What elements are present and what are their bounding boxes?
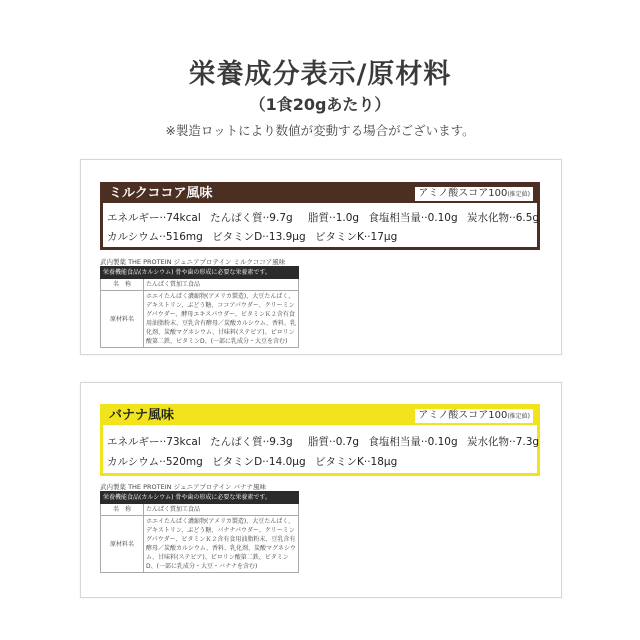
product-name-line: 武内製薬 THE PROTEIN ジュニアプロテイン ミルクココア風味: [100, 258, 286, 266]
salt-value: 0.10g: [427, 436, 458, 448]
function-label: 栄養機能食品(カルシウム) 骨や歯の形成に必要な栄養素です。: [101, 267, 299, 279]
nutrition-row-1: エネルギー··73kcal たんぱく質··9.3g 脂質··0.7g 食塩相当量··0.10g 炭水化物··7.3g: [107, 436, 540, 448]
name-label: 名 称: [101, 504, 144, 516]
energy-label: エネルギー: [107, 212, 160, 224]
banana-card: [80, 382, 562, 598]
fat-label: 脂質: [308, 212, 330, 224]
calcium-value: 516mg: [165, 231, 203, 243]
vitamin-k-value: 18μg: [370, 456, 398, 468]
nutrition-panel: [100, 404, 540, 476]
fat-value: 1.0g: [335, 212, 360, 224]
amino-score-label: アミノ酸スコア100: [418, 188, 508, 199]
nutrition-row-2: カルシウム··520mg ビタミンD··14.0μg ビタミンK··18μg: [107, 456, 398, 468]
carb-value: 7.3g: [515, 436, 540, 448]
nutrition-row-1: エネルギー··74kcal たんぱく質··9.7g 脂質··1.0g 食塩相当量··0.10g 炭水化物··6.5g: [107, 212, 540, 224]
ingredients-value: ホエイたんぱく濃縮物(アメリカ製造)、大豆たんぱく、デキストリン、ぶどう糖、バナナパウダー、クリーミングパウダー、ビタミンＫ２含有食用油脂粉末、豆乳含有酵母／炭酸カルシウム、香料、乳化剤、炭酸マグネシウム、甘味料(ステビア)、ピロリン酸第二鉄、ビタミンD、(一部に乳成分・大豆・バナナを含む): [144, 516, 299, 573]
protein-value: 9.7g: [269, 212, 293, 224]
nutrition-panel: [100, 182, 540, 250]
protein-label: たんぱく質: [210, 212, 263, 224]
calcium-label: カルシウム: [107, 231, 160, 243]
vitamin-k-label: ビタミンK: [314, 456, 364, 468]
energy-label: エネルギー: [107, 436, 160, 448]
carb-value: 6.5g: [515, 212, 540, 224]
name-value: たんぱく質加工食品: [144, 279, 299, 291]
ingredients-table: [100, 266, 299, 348]
page-title: 栄養成分表示/原材料: [188, 59, 452, 90]
amino-score-note: (推定値): [507, 191, 530, 198]
calcium-value: 520mg: [165, 456, 203, 468]
product-name-line: 武内製薬 THE PROTEIN ジュニアプロテイン バナナ風味: [100, 483, 267, 491]
energy-value: 73kcal: [166, 436, 201, 448]
milk-cocoa-card: [80, 159, 562, 355]
vitamin-d-label: ビタミンD: [212, 231, 263, 243]
vitamin-d-label: ビタミンD: [212, 456, 263, 468]
flavor-name: ミルクココア風味: [109, 186, 213, 201]
fat-label: 脂質: [308, 436, 330, 448]
fat-value: 0.7g: [335, 436, 360, 448]
nutrition-row-2: カルシウム··516mg ビタミンD··13.9μg ビタミンK··17μg: [107, 231, 398, 243]
protein-value: 9.3g: [269, 436, 293, 448]
serving-subtitle: （1食20gあたり）: [249, 95, 391, 114]
carb-label: 炭水化物: [467, 212, 509, 224]
ingredients-label: 原材料名: [101, 291, 144, 348]
amino-score-badge: [415, 187, 533, 201]
calcium-label: カルシウム: [107, 456, 160, 468]
lot-note: ※製造ロットにより数値が変動する場合がございます。: [165, 123, 475, 138]
salt-value: 0.10g: [427, 212, 458, 224]
vitamin-k-label: ビタミンK: [314, 231, 364, 243]
amino-score-note: (推定値): [507, 413, 530, 420]
name-label: 名 称: [101, 279, 144, 291]
vitamin-d-value: 13.9μg: [268, 231, 306, 243]
amino-score-label: アミノ酸スコア100: [418, 410, 508, 421]
amino-score-badge: [415, 409, 533, 423]
vitamin-d-value: 14.0μg: [268, 456, 306, 468]
salt-label: 食塩相当量: [368, 436, 421, 448]
panel-header: [103, 185, 537, 203]
panel-header: [103, 407, 537, 425]
carb-label: 炭水化物: [467, 436, 509, 448]
flavor-name: バナナ風味: [109, 408, 175, 423]
name-value: たんぱく質加工食品: [144, 504, 299, 516]
ingredients-table: [100, 491, 299, 573]
vitamin-k-value: 17μg: [370, 231, 398, 243]
ingredients-value: ホエイたんぱく濃縮物(アメリカ製造)、大豆たんぱく、デキストリン、ぶどう糖、ココアパウダー、クリーミングパウダー、酵母エキスパウダー、ビタミンＫ２含有食用油脂粉末、豆乳含有酵母／炭酸カルシウム、香料、乳化剤、炭酸マグネシウム、甘味料(ステビア)、ピロリン酸第二鉄、ビタミンD、(一部に乳成分・大豆を含む): [144, 291, 299, 348]
salt-label: 食塩相当量: [368, 212, 421, 224]
function-label: 栄養機能食品(カルシウム) 骨や歯の形成に必要な栄養素です。: [101, 492, 299, 504]
energy-value: 74kcal: [166, 212, 201, 224]
ingredients-label: 原材料名: [101, 516, 144, 573]
protein-label: たんぱく質: [210, 436, 263, 448]
